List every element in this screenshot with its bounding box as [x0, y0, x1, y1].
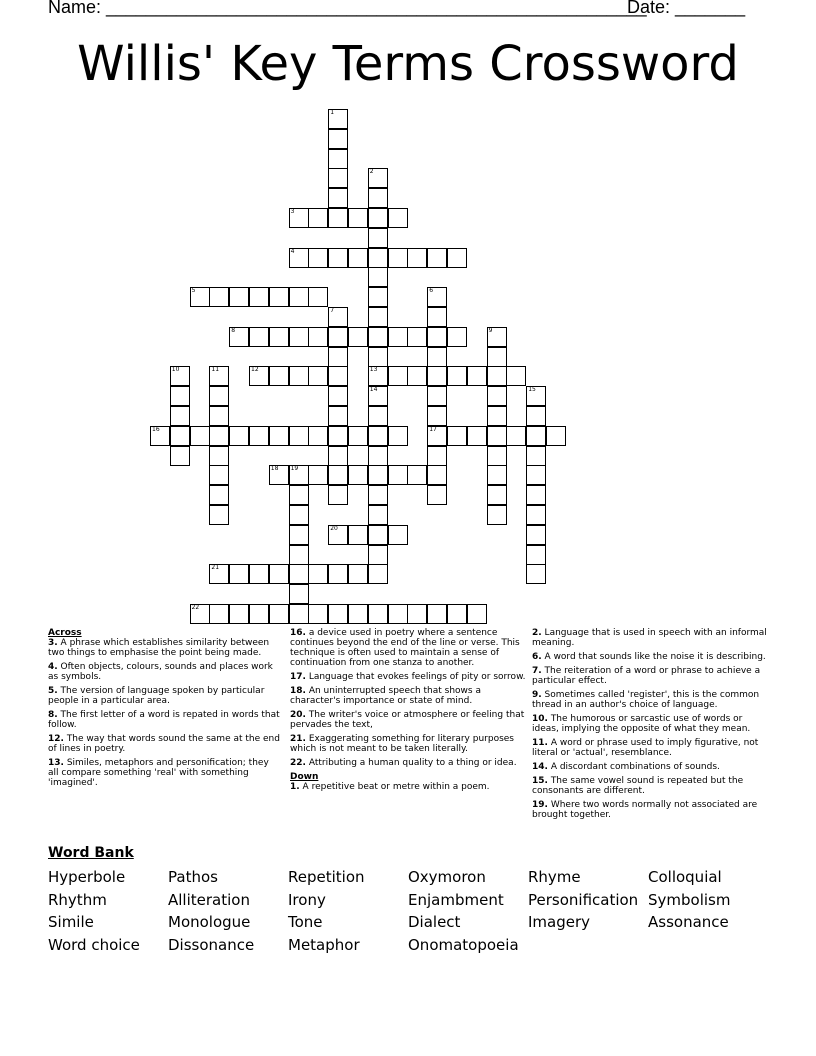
word-bank-item: Symbolism — [648, 890, 731, 909]
across-clue — [48, 662, 280, 682]
clue-number: 21 — [211, 564, 220, 572]
grid-cell[interactable] — [368, 386, 388, 406]
word-bank-item: Colloquial — [648, 868, 722, 886]
grid-cell[interactable] — [170, 366, 190, 386]
clue-text: The way that words sound the same at the end of lines in poetry. — [48, 734, 280, 754]
grid-cell[interactable] — [487, 426, 507, 446]
grid-cell[interactable] — [209, 287, 229, 307]
clue-text: A word that sounds like the noise it is describing. — [541, 652, 766, 662]
grid-cell[interactable] — [526, 505, 546, 525]
clue-number: 22. — [290, 758, 306, 768]
grid-cell[interactable] — [368, 604, 388, 624]
clue-text: Attributing a human quality to a thing or idea. — [305, 758, 517, 768]
grid-cell[interactable] — [308, 604, 328, 624]
grid-cell[interactable] — [487, 366, 507, 386]
grid-cell[interactable] — [368, 465, 388, 485]
grid-cell[interactable] — [427, 604, 447, 624]
down-clue — [532, 652, 768, 662]
clue-text: The humorous or sarcastic use of words or ideas, implying the opposite of what they mean. — [532, 714, 751, 734]
clue-text: Sometimes called 'register', this is the common thread in an author's choice of language. — [532, 690, 760, 710]
grid-cell[interactable] — [328, 149, 348, 169]
grid-cell[interactable] — [467, 426, 487, 446]
grid-cell[interactable] — [289, 564, 309, 584]
clue-number: 13. — [48, 758, 64, 768]
clue-text: A discordant combinations of sounds. — [547, 762, 720, 772]
grid-cell[interactable] — [368, 406, 388, 426]
grid-cell[interactable] — [289, 327, 309, 347]
grid-cell[interactable] — [427, 366, 447, 386]
clue-text: Exaggerating something for literary purposes which is not meant to be taken literally. — [290, 734, 514, 754]
grid-cell[interactable] — [368, 505, 388, 525]
clue-number: 11 — [211, 366, 220, 374]
across-clue — [290, 734, 526, 754]
word-bank-item: Irony — [288, 890, 326, 909]
clue-text: The version of language spoken by particular people in a particular area. — [48, 686, 265, 706]
clue-number: 16. — [290, 628, 306, 638]
across-clue — [290, 628, 526, 668]
grid-cell[interactable] — [249, 366, 269, 386]
grid-cell[interactable] — [368, 525, 388, 545]
grid-cell[interactable] — [328, 465, 348, 485]
clue-number: 17 — [429, 425, 437, 433]
clue-number: 8. — [48, 710, 58, 720]
grid-cell[interactable] — [388, 366, 408, 386]
grid-cell[interactable] — [467, 604, 487, 624]
clue-number: 3 — [290, 208, 295, 215]
grid-cell[interactable] — [328, 129, 348, 149]
clue-number: 2. — [532, 628, 542, 638]
clue-number: 21. — [290, 734, 306, 744]
clue-number: 11. — [532, 738, 548, 748]
grid-cell[interactable] — [447, 604, 467, 624]
grid-cell[interactable] — [487, 505, 507, 525]
clue-number: 4 — [290, 247, 295, 255]
word-bank-item: Hyperbole — [48, 868, 126, 886]
grid-cell[interactable] — [328, 366, 348, 386]
grid-cell[interactable] — [427, 347, 447, 367]
grid-cell[interactable] — [308, 426, 328, 446]
grid-cell[interactable] — [150, 426, 170, 446]
grid-cell[interactable] — [487, 347, 507, 367]
word-bank-item: Metaphor — [288, 936, 360, 955]
grid-cell[interactable] — [308, 287, 328, 307]
grid-cell[interactable] — [308, 465, 328, 485]
clue-number: 13 — [369, 366, 378, 374]
grid-cell[interactable] — [368, 347, 388, 367]
down-clue — [532, 628, 768, 648]
clue-text: A repetitive beat or metre within a poem. — [299, 782, 490, 792]
grid-cell[interactable] — [229, 287, 249, 307]
down-clue — [532, 714, 768, 734]
grid-cell[interactable] — [546, 426, 566, 446]
grid-cell[interactable] — [348, 327, 368, 347]
grid-cell[interactable] — [368, 188, 388, 208]
grid-cell[interactable] — [388, 426, 408, 446]
grid-cell[interactable] — [348, 564, 368, 584]
grid-cell[interactable] — [506, 366, 526, 386]
down-clue — [290, 782, 526, 792]
grid-cell[interactable] — [487, 485, 507, 505]
grid-cell[interactable] — [289, 248, 309, 268]
across-clue — [48, 638, 280, 658]
grid-cell[interactable] — [308, 248, 328, 268]
grid-cell[interactable] — [526, 485, 546, 505]
grid-cell[interactable] — [407, 248, 427, 268]
clue-number: 12. — [48, 734, 64, 744]
grid-cell[interactable] — [308, 564, 328, 584]
grid-cell[interactable] — [348, 525, 368, 545]
grid-cell[interactable] — [368, 248, 388, 268]
grid-cell[interactable] — [289, 485, 309, 505]
clue-text: An uninterrupted speech that shows a character's importance or state of mind. — [290, 686, 481, 706]
clue-text: The writer's voice or atmosphere or feeling that pervades the text, — [290, 710, 525, 730]
word-bank-item: Dialect — [408, 913, 461, 932]
grid-cell[interactable] — [229, 327, 249, 347]
clues-column-3 — [532, 628, 768, 824]
grid-cell[interactable] — [368, 208, 388, 228]
clue-text: Language that evokes feelings of pity or sorrow. — [305, 672, 526, 682]
grid-cell[interactable] — [427, 465, 447, 485]
grid-cell[interactable] — [209, 386, 229, 406]
clue-number: 20 — [330, 524, 338, 532]
clue-number: 9 — [488, 326, 493, 334]
grid-cell[interactable] — [388, 208, 408, 228]
clue-number: 5 — [191, 287, 196, 295]
word-bank-item: Alliteration — [168, 890, 250, 909]
grid-cell[interactable] — [328, 604, 348, 624]
grid-cell[interactable] — [368, 426, 388, 446]
grid-cell[interactable] — [249, 327, 269, 347]
grid-cell[interactable] — [388, 525, 408, 545]
word-bank-item: Enjambment — [408, 890, 504, 909]
across-clue — [48, 734, 280, 754]
clue-text: A phrase which establishes similarity between two things to emphasise the point being made. — [48, 638, 270, 658]
grid-cell[interactable] — [388, 465, 408, 485]
grid-cell[interactable] — [427, 248, 447, 268]
clues-column-2 — [290, 628, 526, 796]
clue-number: 6 — [429, 287, 434, 295]
date-field[interactable]: Date: _______ — [627, 0, 746, 17]
grid-cell[interactable] — [407, 327, 427, 347]
across-clue — [48, 686, 280, 706]
down-clue — [532, 666, 768, 686]
grid-cell[interactable] — [328, 485, 348, 505]
clue-number: 1. — [290, 782, 300, 792]
down-clue — [532, 738, 768, 758]
grid-cell[interactable] — [170, 386, 190, 406]
grid-cell[interactable] — [209, 564, 229, 584]
clue-number: 7. — [532, 666, 542, 676]
clue-number: 2 — [369, 168, 374, 176]
grid-cell[interactable] — [209, 366, 229, 386]
grid-cell[interactable] — [526, 446, 546, 466]
grid-cell[interactable] — [328, 168, 348, 188]
grid-cell[interactable] — [328, 525, 348, 545]
clue-text: The reiteration of a word or phrase to achieve a particular effect. — [532, 666, 761, 686]
grid-cell[interactable] — [308, 366, 328, 386]
word-bank-item: Dissonance — [168, 936, 255, 955]
grid-cell[interactable] — [526, 406, 546, 426]
grid-cell[interactable] — [487, 406, 507, 426]
across-clue — [48, 710, 280, 730]
grid-cell[interactable] — [269, 287, 289, 307]
clue-number: 15. — [532, 776, 548, 786]
grid-cell[interactable] — [368, 485, 388, 505]
grid-cell[interactable] — [447, 426, 467, 446]
grid-cell[interactable] — [289, 525, 309, 545]
grid-cell[interactable] — [368, 564, 388, 584]
clue-text: A word or phrase used to imply figurative, not literal or 'actual', resemblance. — [532, 738, 759, 758]
grid-cell[interactable] — [229, 604, 249, 624]
grid-cell[interactable] — [328, 109, 348, 129]
word-bank-item: Onomatopoeia — [408, 936, 519, 955]
across-clue — [290, 710, 526, 730]
word-bank-item: Imagery — [528, 913, 591, 932]
grid-cell[interactable] — [407, 604, 427, 624]
grid-cell[interactable] — [209, 505, 229, 525]
grid-cell[interactable] — [209, 465, 229, 485]
name-field[interactable]: Name: ______________________________________________________ — [48, 0, 647, 17]
clue-number: 3. — [48, 638, 58, 648]
clue-text: Often objects, colours, sounds and places work as symbols. — [48, 662, 273, 682]
clue-number: 14 — [369, 386, 378, 394]
grid-cell[interactable] — [427, 307, 447, 327]
word-bank-item: Personification — [528, 890, 639, 909]
grid-cell[interactable] — [328, 406, 348, 426]
grid-cell[interactable] — [328, 446, 348, 466]
grid-cell[interactable] — [269, 327, 289, 347]
grid-cell[interactable] — [209, 426, 229, 446]
grid-cell[interactable] — [487, 386, 507, 406]
clue-number: 18 — [270, 465, 279, 473]
clue-number: 8 — [231, 326, 236, 334]
grid-cell[interactable] — [269, 564, 289, 584]
grid-cell[interactable] — [427, 287, 447, 307]
grid-cell[interactable] — [249, 426, 269, 446]
grid-cell[interactable] — [249, 564, 269, 584]
grid-cell[interactable] — [170, 406, 190, 426]
clue-number: 7 — [330, 307, 335, 314]
grid-cell[interactable] — [447, 327, 467, 347]
grid-cell[interactable] — [526, 564, 546, 584]
grid-cell[interactable] — [289, 604, 309, 624]
clue-text: a device used in poetry where a sentence continues beyond the end of the line or verse. This technique is often used to maintain a sense of continuation from one stanza to another. — [290, 628, 520, 668]
grid-cell[interactable] — [526, 465, 546, 485]
grid-cell[interactable] — [487, 465, 507, 485]
grid-cell[interactable] — [368, 545, 388, 565]
grid-cell[interactable] — [368, 307, 388, 327]
grid-cell[interactable] — [407, 465, 427, 485]
clue-number: 1 — [330, 109, 335, 116]
grid-cell[interactable] — [388, 327, 408, 347]
grid-cell[interactable] — [526, 545, 546, 565]
clue-text: The first letter of a word is repated in words that follow. — [48, 710, 280, 730]
grid-cell[interactable] — [269, 604, 289, 624]
grid-cell[interactable] — [467, 366, 487, 386]
clue-number: 18. — [290, 686, 306, 696]
grid-cell[interactable] — [289, 465, 309, 485]
clue-number: 19. — [532, 800, 548, 810]
down-clue — [532, 800, 768, 820]
grid-cell[interactable] — [348, 426, 368, 446]
grid-cell[interactable] — [388, 604, 408, 624]
grid-cell[interactable] — [229, 564, 249, 584]
grid-cell[interactable] — [526, 386, 546, 406]
clue-number: 6. — [532, 652, 542, 662]
word-bank-item: Tone — [288, 913, 323, 932]
clue-number: 4. — [48, 662, 58, 672]
grid-cell[interactable] — [328, 188, 348, 208]
grid-cell[interactable] — [328, 347, 348, 367]
down-heading: Down — [290, 772, 319, 782]
grid-cell[interactable] — [269, 465, 289, 485]
grid-cell[interactable] — [289, 208, 309, 228]
down-clue — [532, 776, 768, 796]
word-bank-item: Word choice — [48, 936, 140, 955]
clue-text: Language that is used in speech with an informal meaning. — [532, 628, 767, 648]
grid-cell[interactable] — [289, 287, 309, 307]
grid-cell[interactable] — [328, 248, 348, 268]
grid-cell[interactable] — [328, 327, 348, 347]
grid-cell[interactable] — [348, 604, 368, 624]
grid-cell[interactable] — [170, 446, 190, 466]
word-bank-item: Simile — [48, 913, 94, 932]
grid-cell[interactable] — [427, 327, 447, 347]
word-bank-item: Pathos — [168, 868, 218, 886]
grid-cell[interactable] — [249, 604, 269, 624]
grid-cell[interactable] — [170, 426, 190, 446]
grid-cell[interactable] — [348, 248, 368, 268]
grid-cell[interactable] — [368, 168, 388, 188]
grid-cell[interactable] — [328, 307, 348, 327]
grid-cell[interactable] — [506, 426, 526, 446]
grid-cell[interactable] — [487, 327, 507, 347]
grid-cell[interactable] — [368, 366, 388, 386]
word-bank-item: Assonance — [648, 913, 729, 932]
grid-cell[interactable] — [526, 426, 546, 446]
clue-number: 20. — [290, 710, 306, 720]
grid-cell[interactable] — [487, 446, 507, 466]
across-heading: Across — [48, 628, 82, 638]
grid-cell[interactable] — [348, 208, 368, 228]
clue-number: 19 — [290, 465, 299, 473]
clue-number: 12 — [251, 366, 259, 374]
grid-cell[interactable] — [388, 248, 408, 268]
clue-number: 14. — [532, 762, 548, 772]
grid-cell[interactable] — [289, 584, 309, 604]
grid-cell[interactable] — [190, 426, 210, 446]
word-bank-item: Monologue — [168, 913, 251, 932]
word-bank — [48, 866, 768, 957]
grid-cell[interactable] — [209, 406, 229, 426]
grid-cell[interactable] — [328, 564, 348, 584]
clue-text: Similes, metaphors and personification; they all compare something 'real' with something 'imagined'. — [48, 758, 269, 788]
grid-cell[interactable] — [427, 485, 447, 505]
clue-number: 10. — [532, 714, 548, 724]
clue-number: 22 — [191, 604, 200, 611]
grid-cell[interactable] — [407, 366, 427, 386]
grid-cell[interactable] — [526, 525, 546, 545]
word-bank-item: Repetition — [288, 868, 365, 886]
grid-cell[interactable] — [229, 426, 249, 446]
grid-cell[interactable] — [427, 446, 447, 466]
clue-number: 17. — [290, 672, 306, 682]
grid-cell[interactable] — [328, 208, 348, 228]
grid-cell[interactable] — [289, 366, 309, 386]
grid-cell[interactable] — [368, 446, 388, 466]
grid-cell[interactable] — [427, 426, 447, 446]
grid-cell[interactable] — [368, 327, 388, 347]
grid-cell[interactable] — [447, 366, 467, 386]
across-clue — [290, 686, 526, 706]
word-bank-item: Rhyme — [528, 868, 581, 886]
down-clue — [532, 762, 768, 772]
grid-cell[interactable] — [368, 267, 388, 287]
grid-cell[interactable] — [289, 505, 309, 525]
clue-text: Where two words normally not associated are brought together. — [532, 800, 758, 820]
grid-cell[interactable] — [289, 545, 309, 565]
across-clue — [48, 758, 280, 788]
clue-text: The same vowel sound is repeated but the consonants are different. — [532, 776, 744, 796]
grid-cell[interactable] — [368, 228, 388, 248]
clues-column-1 — [48, 628, 280, 792]
clue-number: 10 — [171, 366, 180, 374]
grid-cell[interactable] — [368, 287, 388, 307]
word-bank-title: Word Bank — [48, 845, 134, 861]
across-clue — [290, 672, 526, 682]
across-clue — [290, 758, 526, 768]
grid-cell[interactable] — [269, 426, 289, 446]
grid-cell[interactable] — [190, 287, 210, 307]
grid-cell[interactable] — [348, 465, 368, 485]
grid-cell[interactable] — [249, 287, 269, 307]
grid-cell[interactable] — [328, 386, 348, 406]
clue-number: 5. — [48, 686, 58, 696]
clue-number: 9. — [532, 690, 542, 700]
clue-number: 16 — [152, 425, 160, 433]
grid-cell[interactable] — [209, 485, 229, 505]
grid-cell[interactable] — [427, 406, 447, 426]
grid-cell[interactable] — [308, 208, 328, 228]
grid-cell[interactable] — [308, 327, 328, 347]
grid-cell[interactable] — [447, 248, 467, 268]
down-clue — [532, 690, 768, 710]
grid-cell[interactable] — [209, 446, 229, 466]
word-bank-item: Rhythm — [48, 890, 107, 909]
grid-cell[interactable] — [289, 426, 309, 446]
grid-cell[interactable] — [328, 426, 348, 446]
grid-cell[interactable] — [269, 366, 289, 386]
grid-cell[interactable] — [209, 604, 229, 624]
clue-number: 15 — [528, 386, 536, 394]
grid-cell[interactable] — [190, 604, 210, 624]
page-title: Willis' Key Terms Crossword — [77, 36, 739, 92]
word-bank-item: Oxymoron — [408, 868, 486, 886]
grid-cell[interactable] — [427, 386, 447, 406]
